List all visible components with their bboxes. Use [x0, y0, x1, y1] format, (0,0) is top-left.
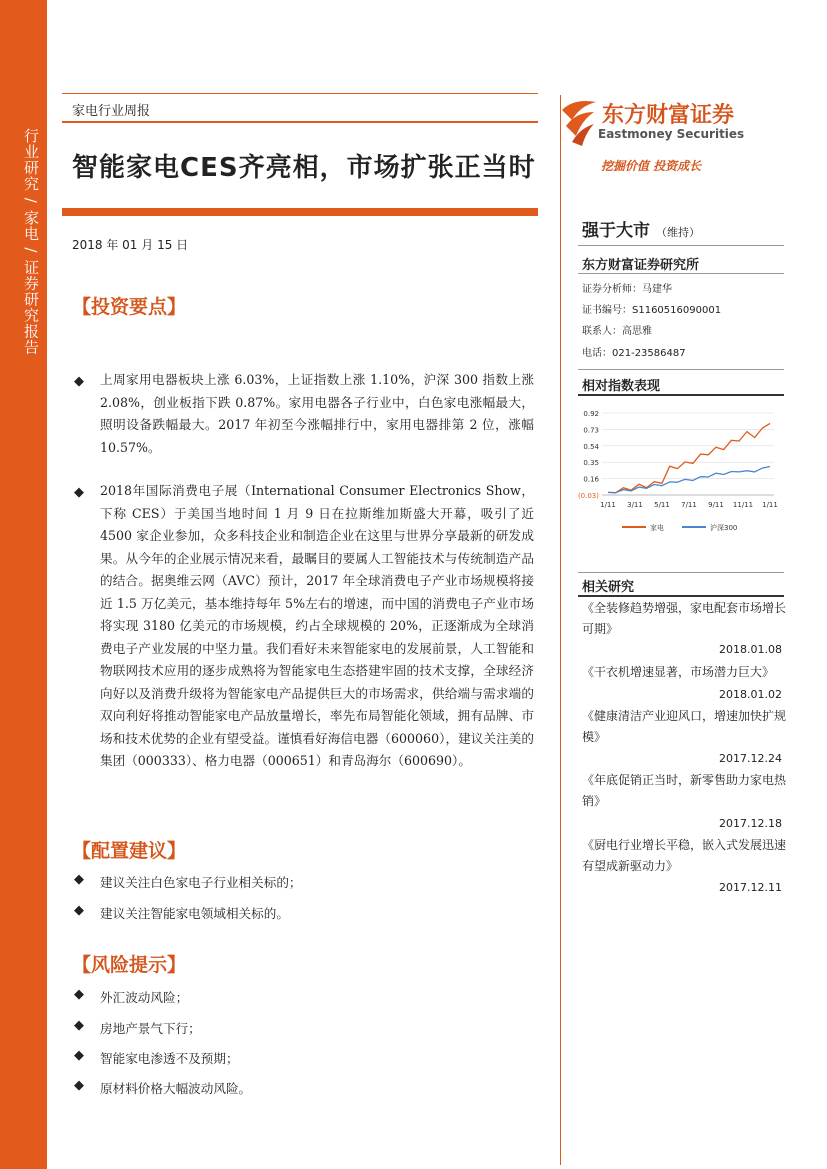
bullet-icon: ◆: [74, 987, 84, 1002]
investment-heading: 【投资要点】: [72, 296, 187, 318]
x-tick-label: 11/11: [732, 501, 754, 509]
x-tick-label: 1/11: [600, 501, 616, 509]
rating-label: 强于大市: [582, 221, 650, 241]
related-title[interactable]: 《全装修趋势增强，家电配套市场增长可期》: [582, 601, 787, 636]
x-tick-label: 7/11: [681, 501, 697, 509]
risk-item: 原材料价格大幅波动风险。: [100, 1081, 252, 1096]
rating-status: （维持）: [656, 226, 700, 239]
analyst: 证券分析师：马建华: [582, 284, 672, 295]
contact: 联系人：高思雅: [582, 326, 652, 337]
config-heading: 【配置建议】: [72, 840, 187, 862]
index-chart: [574, 405, 786, 535]
bullet-icon: ◆: [74, 1048, 84, 1063]
y-tick-label: 0.35: [583, 459, 599, 468]
bullet-icon: ◆: [74, 1078, 84, 1093]
brand-name: 东方财富证券: [602, 103, 735, 128]
related-date: 2017.12.24: [719, 752, 782, 765]
risk-item: 外汇波动风险；: [100, 990, 189, 1005]
related-date: 2017.12.18: [719, 817, 782, 830]
bullet-icon: ◆: [74, 374, 84, 389]
rule: [578, 369, 784, 370]
legend-label: 沪深300: [710, 524, 738, 532]
series-line-0: [608, 423, 770, 492]
title-bar: [62, 208, 538, 216]
risk-item: 智能家电渗透不及预期；: [100, 1051, 239, 1066]
y-tick-label: 0.54: [583, 442, 599, 451]
report-type: 家电行业周报: [72, 104, 151, 119]
header-top-rule: [62, 93, 538, 94]
x-tick-label: 1/11: [762, 501, 778, 509]
sidebar-label: 行业研究 / 家电 / 证券研究报告: [22, 128, 40, 356]
cert-number: 证书编号：S1160516090001: [582, 305, 722, 316]
x-tick-label: 5/11: [654, 501, 670, 509]
rule: [578, 273, 784, 274]
institute-name: 东方财富证券研究所: [582, 258, 700, 273]
config-item: 建议关注白色家电子行业相关标的；: [100, 875, 302, 890]
related-title[interactable]: 《年底促销正当时，新零售助力家电热销》: [582, 773, 787, 808]
brand-name-en: Eastmoney Securities: [598, 127, 745, 141]
investment-para-1: 上周家用电器板块上涨 6.03%，上证指数上涨 1.10%，沪深 300 指数上涨 2.08%，创业板指下跌 0.87%。家用电器各子行业中，白色家电涨幅最大，照明设备跌幅最大。2017 年初至今涨幅排行中，家用电器排第 2 位，涨幅 10.57%。: [100, 372, 534, 455]
y-tick-label: 0.92: [583, 410, 599, 418]
page-title: 智能家电CES齐亮相，市场扩张正当时: [72, 153, 536, 183]
bullet-icon: ◆: [74, 485, 84, 500]
related-date: 2017.12.11: [719, 881, 782, 894]
rule: [578, 595, 784, 597]
bullet-icon: ◆: [74, 1018, 84, 1033]
rule: [578, 572, 784, 573]
related-title[interactable]: 《健康清洁产业迎风口，增速加快扩规模》: [582, 709, 787, 744]
risk-item: 房地产景气下行；: [100, 1021, 201, 1036]
config-item: 建议关注智能家电领域相关标的。: [100, 906, 289, 921]
related-title[interactable]: 《厨电行业增长平稳，嵌入式发展迅速有望成新驱动力》: [582, 838, 787, 873]
chart-heading: 相对指数表现: [582, 379, 661, 394]
related-title[interactable]: 《干衣机增速显著，市场潜力巨大》: [582, 665, 775, 679]
y-tick-label: 0.73: [583, 426, 599, 435]
bullet-icon: ◆: [74, 903, 84, 918]
x-tick-label: 3/11: [627, 501, 643, 509]
report-date: 2018 年 01 月 15 日: [72, 238, 189, 252]
brand-slogan: 挖掘价值 投资成长: [601, 159, 702, 173]
brand-logo-icon: [560, 96, 600, 146]
legend-label: 家电: [650, 524, 664, 532]
related-heading: 相关研究: [582, 580, 635, 595]
rule: [578, 245, 784, 246]
rule: [578, 394, 784, 396]
y-tick-label: (0.03): [577, 492, 599, 500]
bullet-icon: ◆: [74, 872, 84, 887]
risk-heading: 【风险提示】: [72, 954, 187, 976]
header-divider: [62, 121, 538, 123]
rating: [582, 216, 700, 241]
y-tick-label: 0.16: [583, 475, 599, 484]
related-date: 2018.01.02: [719, 688, 782, 701]
x-tick-label: 9/11: [708, 501, 724, 509]
investment-para-2: 2018年国际消费电子展（International Consumer Electronics Show，下称 CES）于美国当地时间 1 月 9 日在拉斯维加斯盛大开幕，吸引了近 4500 家企业参加，众多科技企业和制造企业在这里与世界分享最新的研发成果。从今年的企业展示情况来看，最瞩目的要属人工智能技术与传统制造产品的结合。据奥维云网（AVC）预计，2017 年全球消费电子产业市场规模将接近 1.5 万亿美元，基本维持每年 5%左右的增速，而中国的消费电子产业市场将实现 3180 亿美元的市场规模，约占全球规模的 20%，正逐渐成为全球消费电子产业发展的中坚力量。我们看好未来智能家电的发展前景，人工智能和物联网技术应用的逐步成熟将为智能家电生态搭建牢固的技术支撑，全球经济向好以及消费升级将为智能家电产品提供巨大的市场需求，供给端与需求端的双向利好将推动智能家电产品放量增长，率先布局智能化领域，拥有品牌、市场和技术优势的企业有望受益。谨慎看好海信电器（600060），建议关注美的集团（000333）、格力电器（000651）和青岛海尔（600690）。: [100, 483, 534, 768]
column-divider: [560, 95, 561, 1165]
related-date: 2018.01.08: [719, 643, 782, 656]
phone: 电话：021-23586487: [582, 348, 686, 359]
